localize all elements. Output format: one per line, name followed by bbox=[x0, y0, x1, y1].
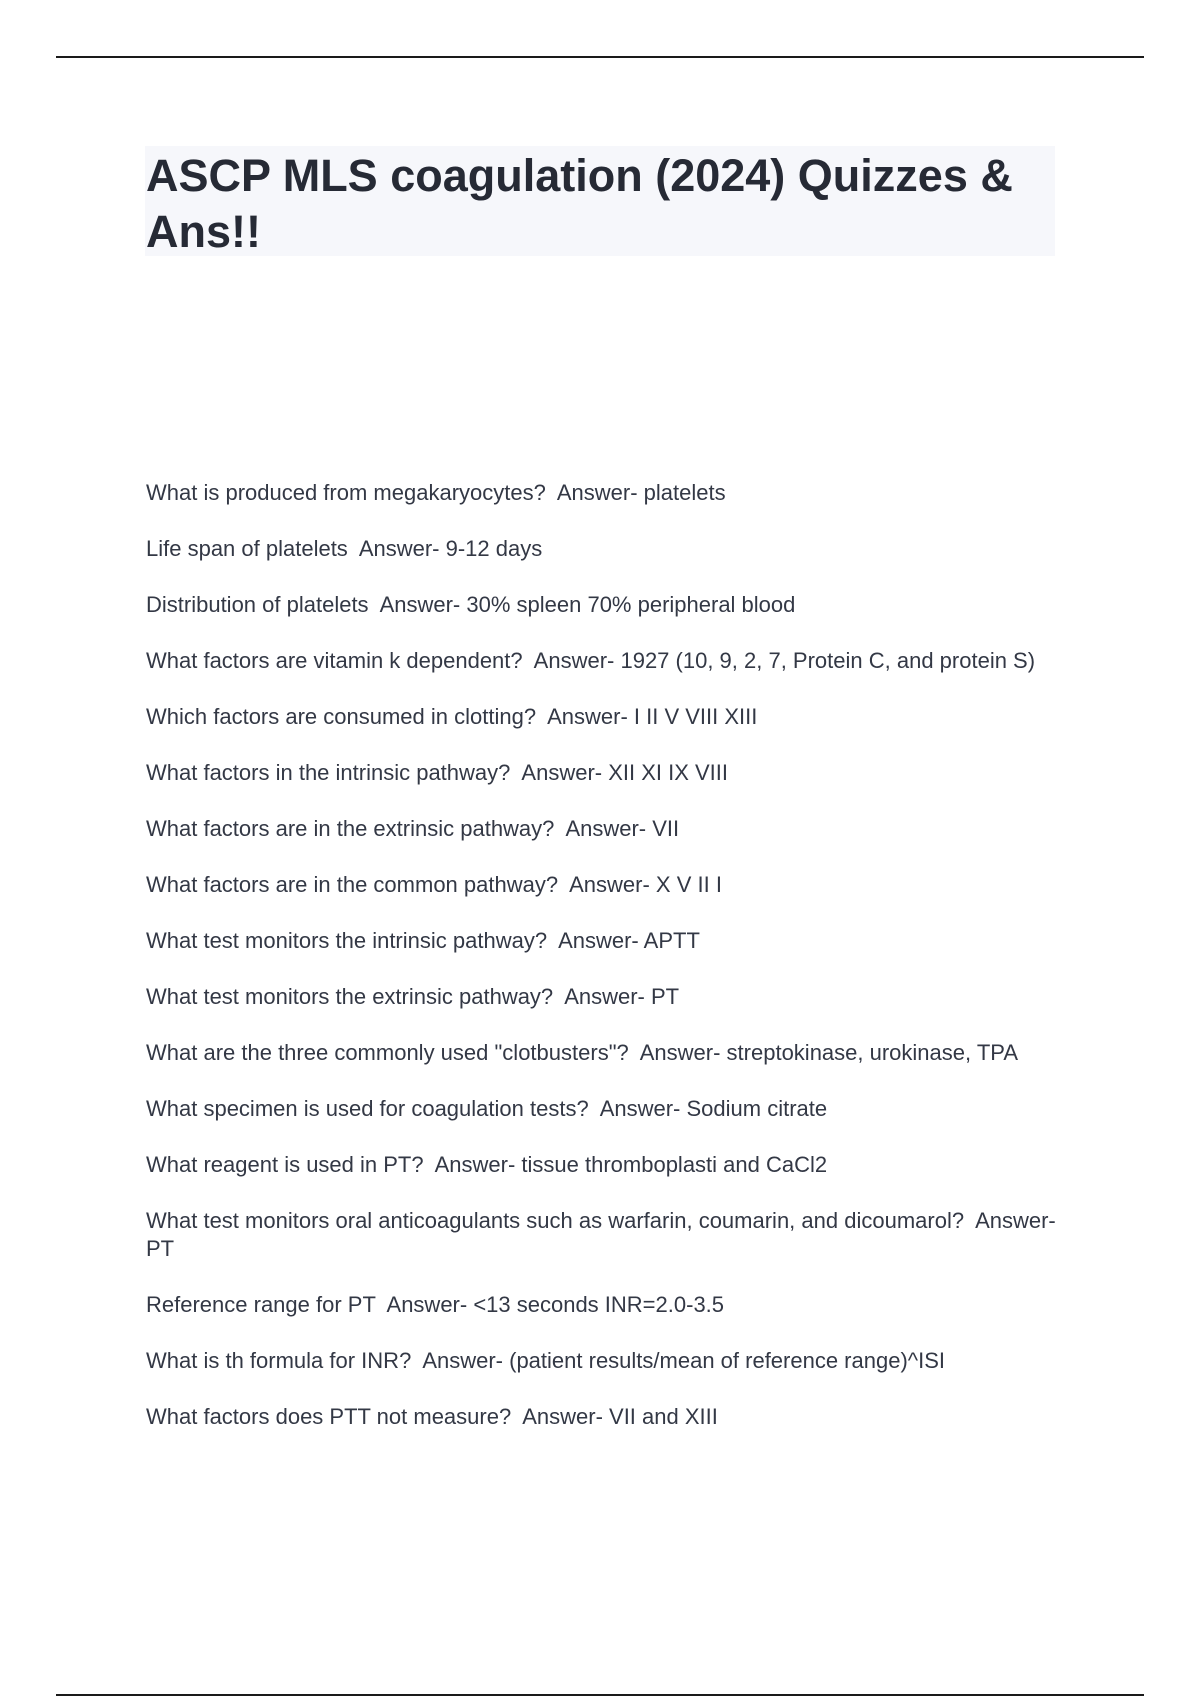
bottom-rule bbox=[56, 1694, 1144, 1696]
question-text: Life span of platelets bbox=[146, 536, 348, 561]
answer-text: VII bbox=[652, 816, 680, 841]
answer-prefix: Answer- bbox=[564, 984, 651, 1009]
question-text: What is th formula for INR? bbox=[146, 1348, 412, 1373]
answer-prefix: Answer- bbox=[379, 592, 467, 617]
answer-prefix: Answer- bbox=[386, 1292, 474, 1317]
answer-prefix: Answer- bbox=[434, 1152, 522, 1177]
qa-item bbox=[146, 1095, 1066, 1123]
question-text: Which factors are consumed in clotting? bbox=[146, 704, 537, 729]
answer-prefix: Answer- bbox=[975, 1208, 1056, 1233]
answer-text: 1927 (10, 9, 2, 7, Protein C, and protein S) bbox=[620, 648, 1036, 673]
question-text: What factors are vitamin k dependent? bbox=[146, 648, 523, 673]
answer-text: (patient results/mean of reference range)^ISI bbox=[509, 1348, 945, 1373]
answer-text: <13 seconds INR=2.0-3.5 bbox=[473, 1292, 725, 1317]
answer-prefix: Answer- bbox=[558, 928, 644, 953]
question-text: What is produced from megakaryocytes? bbox=[146, 480, 546, 505]
answer-text: APTT bbox=[643, 928, 700, 953]
qa-item bbox=[146, 983, 1066, 1011]
answer-prefix: Answer- bbox=[569, 872, 656, 897]
answer-text: XII XI IX VIII bbox=[608, 760, 729, 785]
answer-prefix: Answer- bbox=[556, 480, 644, 505]
question-text: What are the three commonly used "clotbusters"? bbox=[146, 1040, 629, 1065]
question-text: What factors are in the extrinsic pathway? bbox=[146, 816, 555, 841]
answer-text: Sodium citrate bbox=[686, 1096, 828, 1121]
answer-text: 30% spleen 70% peripheral blood bbox=[466, 592, 796, 617]
answer-prefix: Answer- bbox=[599, 1096, 687, 1121]
qa-item bbox=[146, 591, 1066, 619]
qa-item bbox=[146, 1347, 1066, 1375]
answer-prefix: Answer- bbox=[521, 760, 609, 785]
question-text: What test monitors the intrinsic pathway? bbox=[146, 928, 548, 953]
answer-prefix: Answer- bbox=[522, 1404, 610, 1429]
answer-prefix: Answer- bbox=[358, 536, 446, 561]
qa-item bbox=[146, 1291, 1066, 1319]
answer-prefix: Answer- bbox=[565, 816, 653, 841]
qa-item bbox=[146, 815, 1066, 843]
answer-text: I II V VIII XIII bbox=[633, 704, 758, 729]
qa-item bbox=[146, 1151, 1066, 1179]
qa-item bbox=[146, 479, 1066, 507]
qa-item bbox=[146, 871, 1066, 899]
question-text: What test monitors oral anticoagulants such as warfarin, coumarin, and dicoumarol? bbox=[146, 1208, 965, 1233]
answer-prefix: Answer- bbox=[639, 1040, 727, 1065]
document-title: ASCP MLS coagulation (2024) Quizzes & Ans!! bbox=[146, 150, 1013, 257]
qa-item bbox=[146, 1403, 1066, 1431]
question-text: Reference range for PT bbox=[146, 1292, 376, 1317]
question-text: What factors does PTT not measure? bbox=[146, 1404, 512, 1429]
qa-item bbox=[146, 535, 1066, 563]
answer-prefix: Answer- bbox=[422, 1348, 510, 1373]
question-text: Distribution of platelets bbox=[146, 592, 369, 617]
answer-text: VII and XIII bbox=[609, 1404, 718, 1429]
answer-text: streptokinase, urokinase, TPA bbox=[726, 1040, 1018, 1065]
qa-item bbox=[146, 927, 1066, 955]
answer-text: X V II I bbox=[655, 872, 722, 897]
qa-item bbox=[146, 1207, 1066, 1263]
qa-list bbox=[146, 479, 1066, 1459]
question-text: What test monitors the extrinsic pathway? bbox=[146, 984, 554, 1009]
answer-prefix: Answer- bbox=[547, 704, 634, 729]
qa-item bbox=[146, 1039, 1066, 1067]
answer-text: PT bbox=[146, 1236, 175, 1261]
question-text: What factors in the intrinsic pathway? bbox=[146, 760, 511, 785]
question-text: What reagent is used in PT? bbox=[146, 1152, 424, 1177]
answer-text: 9-12 days bbox=[445, 536, 543, 561]
question-text: What factors are in the common pathway? bbox=[146, 872, 559, 897]
answer-text: tissue thromboplasti and CaCl2 bbox=[521, 1152, 828, 1177]
qa-item bbox=[146, 759, 1066, 787]
top-rule bbox=[56, 56, 1144, 58]
question-text: What specimen is used for coagulation tests? bbox=[146, 1096, 589, 1121]
answer-prefix: Answer- bbox=[533, 648, 621, 673]
answer-text: PT bbox=[650, 984, 680, 1009]
qa-item bbox=[146, 703, 1066, 731]
answer-text: platelets bbox=[643, 480, 726, 505]
qa-item bbox=[146, 647, 1066, 675]
